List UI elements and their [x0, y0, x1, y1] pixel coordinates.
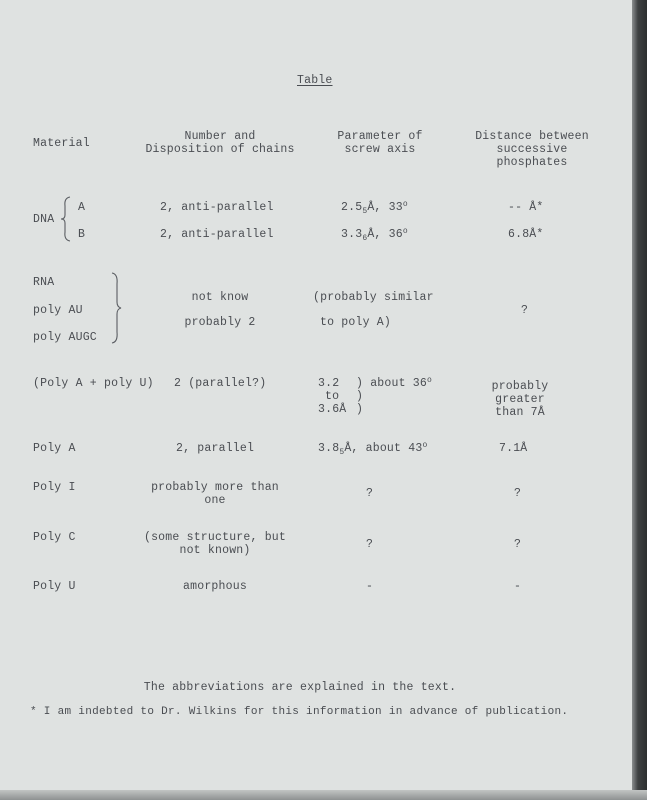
polyU-chains: amorphous: [183, 580, 247, 593]
dna-label: DNA: [33, 213, 55, 226]
header-chains-line1: Number and: [184, 130, 256, 143]
polyC-chains-line1: (some structure, but: [143, 531, 287, 544]
polyAU-chains: 2 (parallel?): [174, 377, 267, 390]
abbreviations-note: The abbreviations are explained in the text.: [143, 681, 457, 694]
polyAU-screw-line2: to: [325, 390, 340, 403]
header-screw-line1: Parameter of: [337, 130, 423, 143]
polyAU-screw-line3: 3.6Å: [318, 403, 347, 416]
dna-b-screw: $3.3_6Å$, 36$^o$: [341, 227, 408, 243]
rna-screw-line1: (probably similar: [313, 291, 434, 304]
header-distance-line2: successive: [496, 143, 568, 156]
rna-screw-line2: to poly A): [320, 316, 392, 329]
polyA-chains: 2, parallel: [176, 442, 255, 455]
polyA-material: Poly A: [33, 442, 76, 455]
polyC-chains-line2: not known): [179, 544, 251, 557]
polyU-screw: -: [366, 580, 374, 593]
polyAU-material: (Poly A + poly U): [33, 377, 154, 390]
rna-brace: [110, 272, 122, 344]
poly-augc-label: poly AUGC: [33, 331, 97, 344]
polyI-chains-line1: probably more than: [151, 481, 279, 494]
polyC-material: Poly C: [33, 531, 76, 544]
polyI-chains-line2: one: [204, 494, 226, 507]
polyI-material: Poly I: [33, 481, 76, 494]
dna-b-chains: 2, anti-parallel: [160, 228, 274, 241]
polyU-distance: -: [514, 580, 522, 593]
rna-label: RNA: [33, 276, 55, 289]
dna-a-screw: $2.5_5Å$, 33$^o$: [341, 200, 408, 216]
polyAU-screw-line1: 3.2: [318, 377, 340, 390]
rna-distance: ?: [521, 304, 529, 317]
rna-chains-line1: not know: [191, 291, 249, 304]
polyC-screw: ?: [366, 538, 374, 551]
dna-a-chains: 2, anti-parallel: [160, 201, 274, 214]
rna-chains-line2: probably 2: [184, 316, 256, 329]
dna-b-distance: 6.8Å*: [508, 228, 544, 241]
page-shadow-bottom: [0, 790, 647, 800]
footnote: * I am indebted to Dr. Wilkins for this information in advance of publication.: [30, 706, 569, 718]
page-title: Table: [297, 74, 333, 87]
polyI-screw: ?: [366, 487, 374, 500]
polyA-distance: 7.1Å: [499, 442, 528, 455]
polyAU-distance-line3: than 7Å: [495, 406, 545, 419]
polyU-material: Poly U: [33, 580, 76, 593]
header-screw-line2: screw axis: [344, 143, 416, 156]
polyAU-paren-2: ): [356, 403, 364, 416]
polyA-screw: $3.8_5Å$, about 43$^o$: [318, 441, 428, 457]
polyI-distance: ?: [514, 487, 522, 500]
dna-form-a: A: [78, 201, 86, 214]
dna-brace: [60, 196, 72, 242]
dna-form-b: B: [78, 228, 86, 241]
polyC-distance: ?: [514, 538, 522, 551]
page-shadow-right: [632, 0, 647, 800]
polyAU-paren-1: ): [356, 390, 364, 403]
header-distance-line3: phosphates: [496, 156, 568, 169]
header-material: Material: [33, 137, 90, 150]
polyAU-screw-about: ) about 36$^o$: [356, 376, 433, 390]
polyAU-distance-line1: probably: [491, 380, 549, 393]
poly-au-label: poly AU: [33, 304, 83, 317]
header-distance-line1: Distance between: [475, 130, 589, 143]
dna-a-distance: -- Å*: [508, 201, 544, 214]
header-chains-line2: Disposition of chains: [145, 143, 295, 156]
polyAU-distance-line2: greater: [495, 393, 545, 406]
